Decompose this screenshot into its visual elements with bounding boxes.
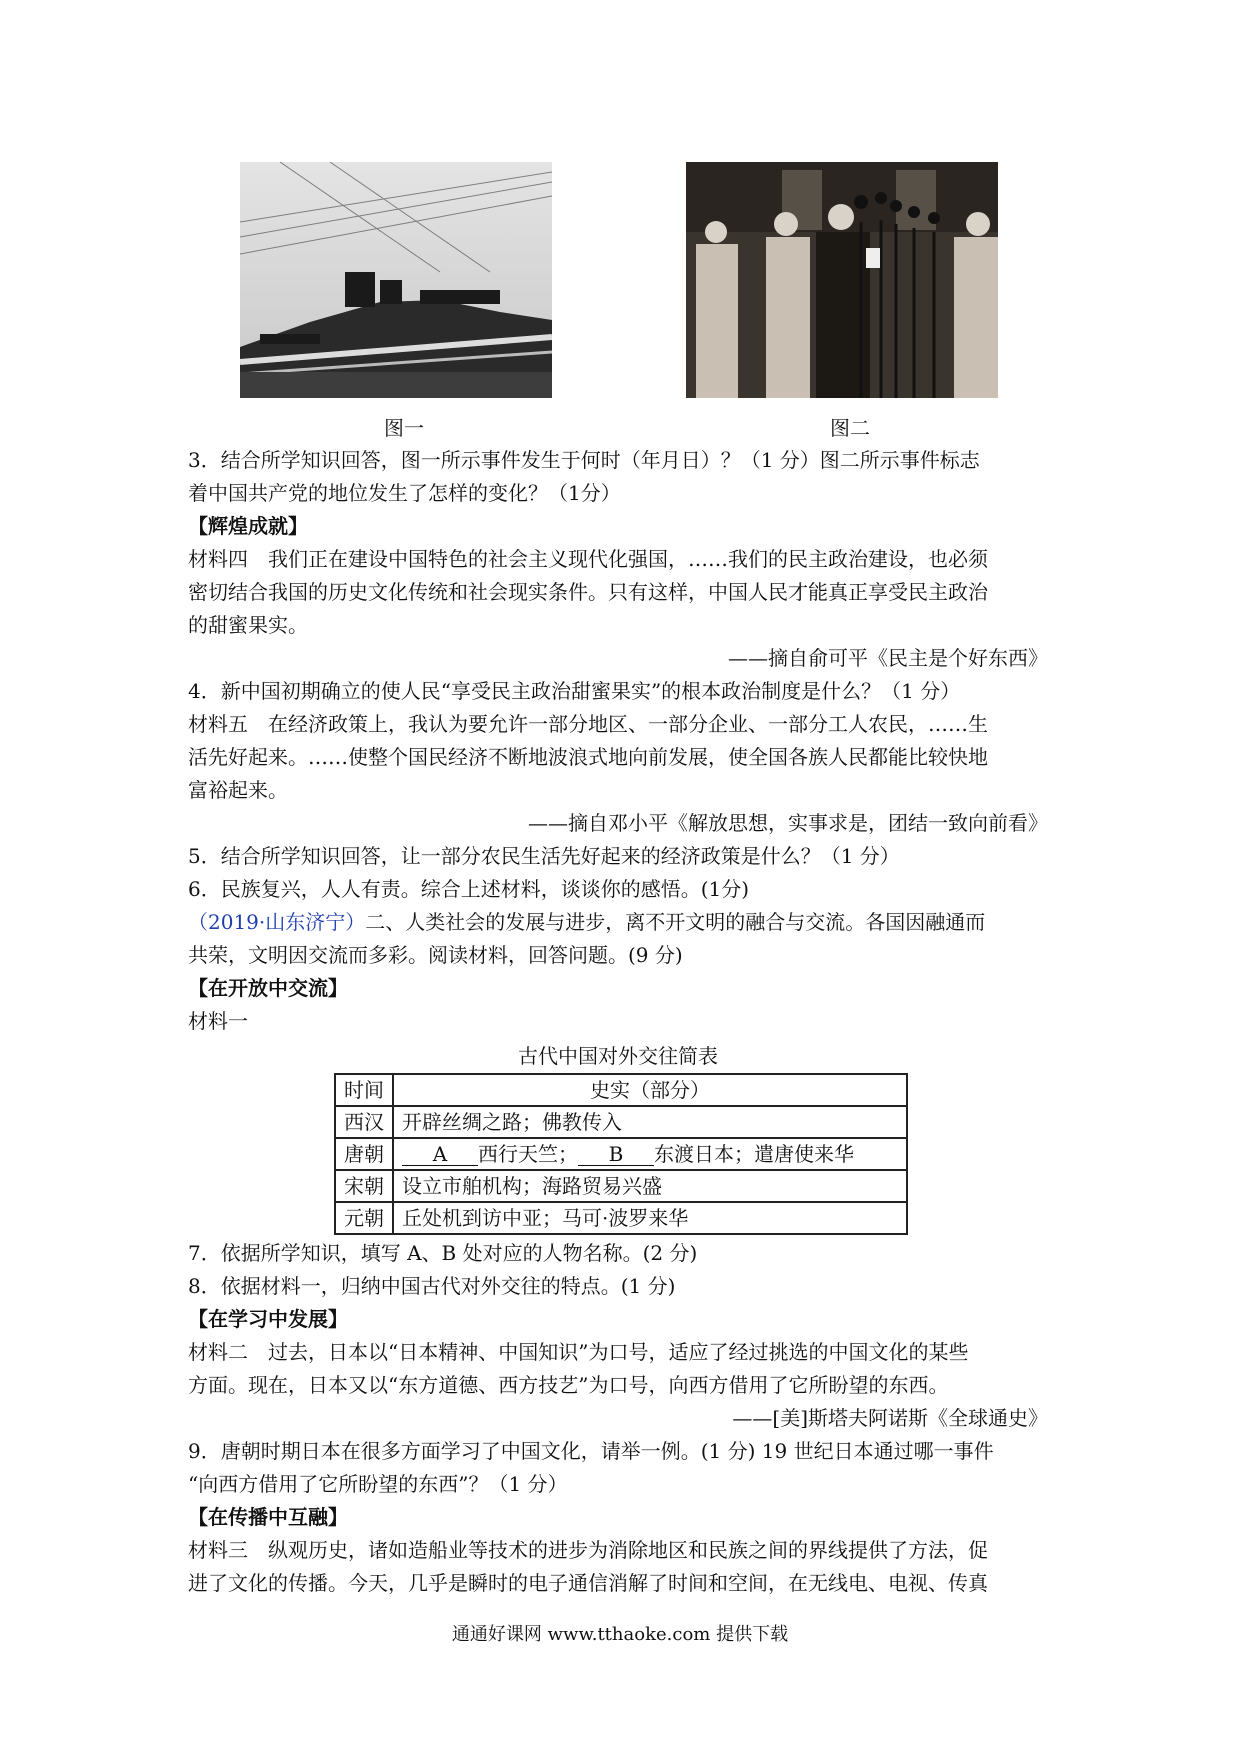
header-period: 时间 [335, 1074, 393, 1106]
text-line: 富裕起来。 [188, 778, 288, 802]
blank-a[interactable]: A [402, 1143, 478, 1166]
text-line: 材料三 纵观历史，诸如造船业等技术的进步为消除地区和民族之间的界线提供了方法，促 [188, 1538, 988, 1562]
section-heading: 【在学习中发展】 [188, 1307, 348, 1331]
fact-a-text: 西行天竺； [478, 1142, 578, 1166]
text-line: 5．结合所学知识回答，让一部分农民生活先好起来的经济政策是什么？（1 分） [188, 844, 900, 868]
fact-b-text: 东渡日本；遣唐使来华 [654, 1142, 854, 1166]
row-fact: 丘处机到访中亚；马可·波罗来华 [393, 1202, 907, 1234]
text-line: 6．民族复兴，人人有责。综合上述材料，谈谈你的感悟。(1分) [188, 877, 750, 901]
source-citation: ——[美]斯塔夫阿诺斯《全球通史》 [732, 1406, 1048, 1430]
footer-credit: 通通好课网 www.tthaoke.com 提供下载 [451, 1624, 789, 1645]
row-period: 西汉 [335, 1106, 393, 1138]
text-line: 8．依据材料一，归纳中国古代对外交往的特点。(1 分) [188, 1274, 676, 1298]
table-row [335, 1106, 907, 1138]
header-facts: 史实（部分） [393, 1074, 907, 1106]
text-line: 进了文化的传播。今天，几乎是瞬时的电子通信消解了时间和空间，在无线电、电视、传真 [188, 1571, 988, 1595]
text-line: 的甜蜜果实。 [188, 613, 308, 637]
text-line: 3．结合所学知识回答，图一所示事件发生于何时（年月日）？（1 分）图二所示事件标志 [188, 448, 980, 472]
table-row [335, 1138, 907, 1170]
text-line: 活先好起来。……使整个国民经济不断地波浪式地向前发展，使全国各族人民都能比较快地 [188, 745, 988, 769]
text-line: 方面。现在，日本又以“东方道德、西方技艺”为口号，向西方借用了它所盼望的东西。 [188, 1373, 949, 1397]
document-body [188, 444, 1048, 1600]
text-line: “向西方借用了它所盼望的东西”？（1 分） [188, 1472, 568, 1496]
text-line: 密切结合我国的历史文化传统和社会现实条件。只有这样，中国人民才能真正享受民主政治 [188, 580, 988, 604]
text-line: 材料二 过去，日本以“日本精神、中国知识”为口号，适应了经过挑选的中国文化的某些 [188, 1340, 969, 1364]
photo-leader-at-microphones-icon [686, 162, 998, 398]
text-line: 4．新中国初期确立的使人民“享受民主政治甜蜜果实”的根本政治制度是什么？（1 分） [188, 679, 961, 703]
row-fact [393, 1138, 907, 1170]
text-line: 7．依据所学知识，填写 A、B 处对应的人物名称。(2 分) [188, 1241, 698, 1265]
source-citation: ——摘自邓小平《解放思想，实事求是，团结一致向前看》 [528, 811, 1048, 835]
text-line: 着中国共产党的地位发生了怎样的变化？（1分） [188, 481, 621, 505]
question-block-2 [188, 1237, 1048, 1600]
part2-intro-line2: 共荣，文明因交流而多彩。阅读材料，回答问题。(9 分) [188, 943, 683, 967]
table-row [335, 1202, 907, 1234]
question-block-1 [188, 444, 1048, 906]
row-fact: 开辟丝绸之路；佛教传入 [393, 1106, 907, 1138]
section-heading-open: 【在开放中交流】 [188, 976, 348, 1000]
table-row [335, 1170, 907, 1202]
section-heading: 【在传播中互融】 [188, 1505, 348, 1529]
source-citation: ——摘自俞可平《民主是个好东西》 [728, 646, 1048, 670]
exam-source-tag: （2019·山东济宁） [188, 910, 366, 934]
photo-tiananmen-gate-crowd-icon [240, 162, 552, 398]
blank-b[interactable]: B [578, 1143, 654, 1166]
text-line: 9．唐朝时期日本在很多方面学习了中国文化，请举一例。(1 分) 19 世纪日本通过哪一事件 [188, 1439, 994, 1463]
row-period: 唐朝 [335, 1138, 393, 1170]
text-line: 材料五 在经济政策上，我认为要允许一部分地区、一部分企业、一部分工人农民，……生 [188, 712, 988, 736]
table-header-row [335, 1074, 907, 1106]
part2-intro-text: 二、人类社会的发展与进步，离不开文明的融合与交流。各国因融通而 [365, 910, 986, 934]
section-heading: 【辉煌成就】 [188, 514, 308, 538]
row-period: 宋朝 [335, 1170, 393, 1202]
text-line: 材料四 我们正在建设中国特色的社会主义现代化强国，……我们的民主政治建设，也必须 [188, 547, 988, 571]
foreign-exchange-table [334, 1073, 908, 1235]
figure-1-caption: 图一 [384, 416, 424, 440]
figure-1-photo [240, 162, 552, 398]
figure-2-photo [686, 162, 998, 398]
material-1-label: 材料一 [188, 1009, 248, 1033]
part2-intro [188, 906, 1048, 939]
row-period: 元朝 [335, 1202, 393, 1234]
figure-2-caption: 图二 [830, 416, 870, 440]
row-fact: 设立市舶机构；海路贸易兴盛 [393, 1170, 907, 1202]
table-title: 古代中国对外交往简表 [518, 1044, 718, 1068]
